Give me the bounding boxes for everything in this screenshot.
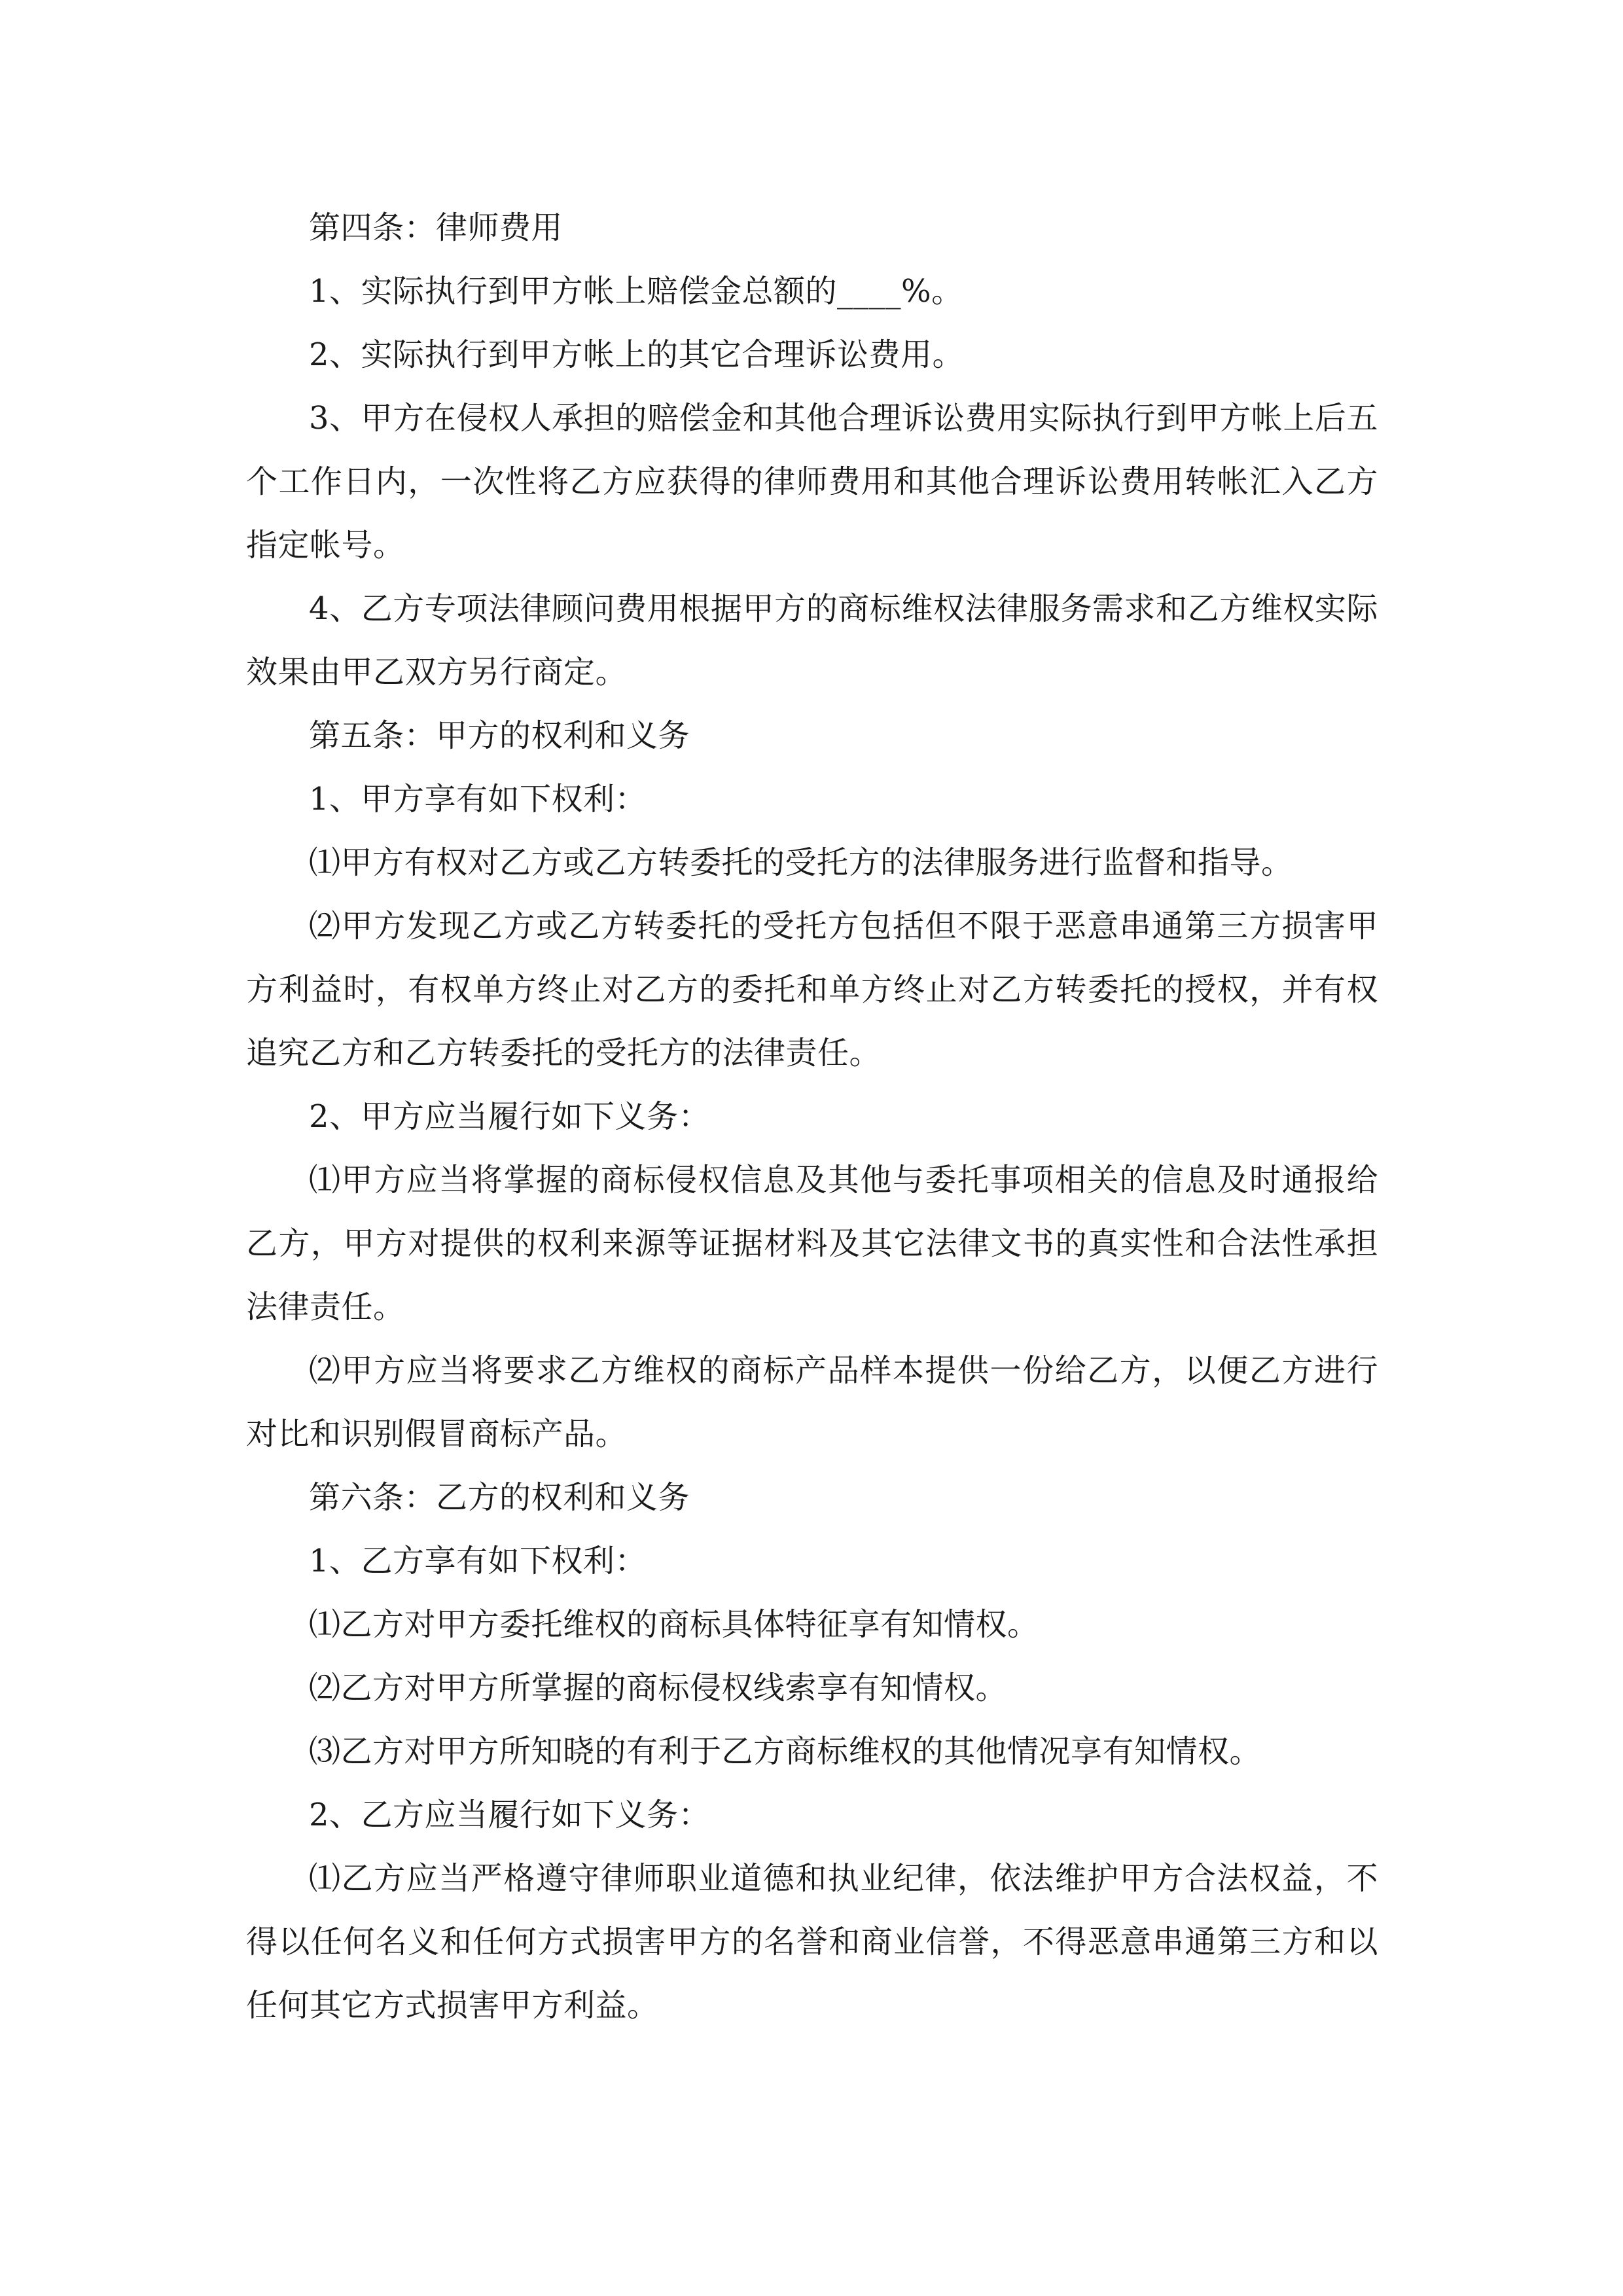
article-5-duty-1: ⑴甲方应当将掌握的商标侵权信息及其他与委托事项相关的信息及时通报给乙方，甲方对提供的权利来源等证据材料及其它法律文书的真实性和合法性承担法律责任。 [246, 1162, 1378, 1325]
article-6-heading: 第六条：乙方的权利和义务 [309, 1479, 690, 1516]
article-4-clause-3: 3、甲方在侵权人承担的赔偿金和其他合理诉讼费用实际执行到甲方帐上后五个工作日内，一次性将乙方应获得的律师费用和其他合理诉讼费用转帐汇入乙方指定帐号。 [246, 400, 1378, 564]
article-5-right-1: ⑴甲方有权对乙方或乙方转委托的受托方的法律服务进行监督和指导。 [309, 844, 1293, 881]
article-6-right-1: ⑴乙方对甲方委托维权的商标具体特征享有知情权。 [309, 1606, 1039, 1643]
article-4-heading: 第四条：律师费用 [309, 209, 563, 246]
article-6-duties-heading: 2、乙方应当履行如下义务： [309, 1797, 711, 1833]
article-6-duty-1: ⑴乙方应当严格遵守律师职业道德和执业纪律，依法维护甲方合法权益，不得以任何名义和任何方式损害甲方的名誉和商业信誉，不得恶意串通第三方和以任何其它方式损害甲方利益。 [246, 1860, 1378, 2024]
article-6-rights-heading: 1、乙方享有如下权利： [309, 1543, 647, 1579]
article-5-duties-heading: 2、甲方应当履行如下义务： [309, 1098, 711, 1135]
article-5-right-2: ⑵甲方发现乙方或乙方转委托的受托方包括但不限于恶意串通第三方损害甲方利益时，有权单方终止对乙方的委托和单方终止对乙方转委托的授权，并有权追究乙方和乙方转委托的受托方的法律责任。 [246, 908, 1378, 1071]
article-5-heading: 第五条：甲方的权利和义务 [309, 717, 690, 754]
article-4-clause-4: 4、乙方专项法律顾问费用根据甲方的商标维权法律服务需求和乙方维权实际效果由甲乙双方另行商定。 [246, 590, 1378, 691]
article-5-rights-heading: 1、甲方享有如下权利： [309, 781, 647, 817]
article-4-clause-1: 1、实际执行到甲方帐上赔偿金总额的____%。 [309, 273, 963, 310]
article-5-duty-2: ⑵甲方应当将要求乙方维权的商标产品样本提供一份给乙方，以便乙方进行对比和识别假冒商标产品。 [246, 1352, 1378, 1452]
document-body [246, 196, 1378, 2037]
article-4-clause-2: 2、实际执行到甲方帐上的其它合理诉讼费用。 [309, 336, 965, 373]
article-6-right-3: ⑶乙方对甲方所知晓的有利于乙方商标维权的其他情况享有知情权。 [309, 1733, 1262, 1770]
article-6-right-2: ⑵乙方对甲方所掌握的商标侵权线索享有知情权。 [309, 1670, 1008, 1706]
